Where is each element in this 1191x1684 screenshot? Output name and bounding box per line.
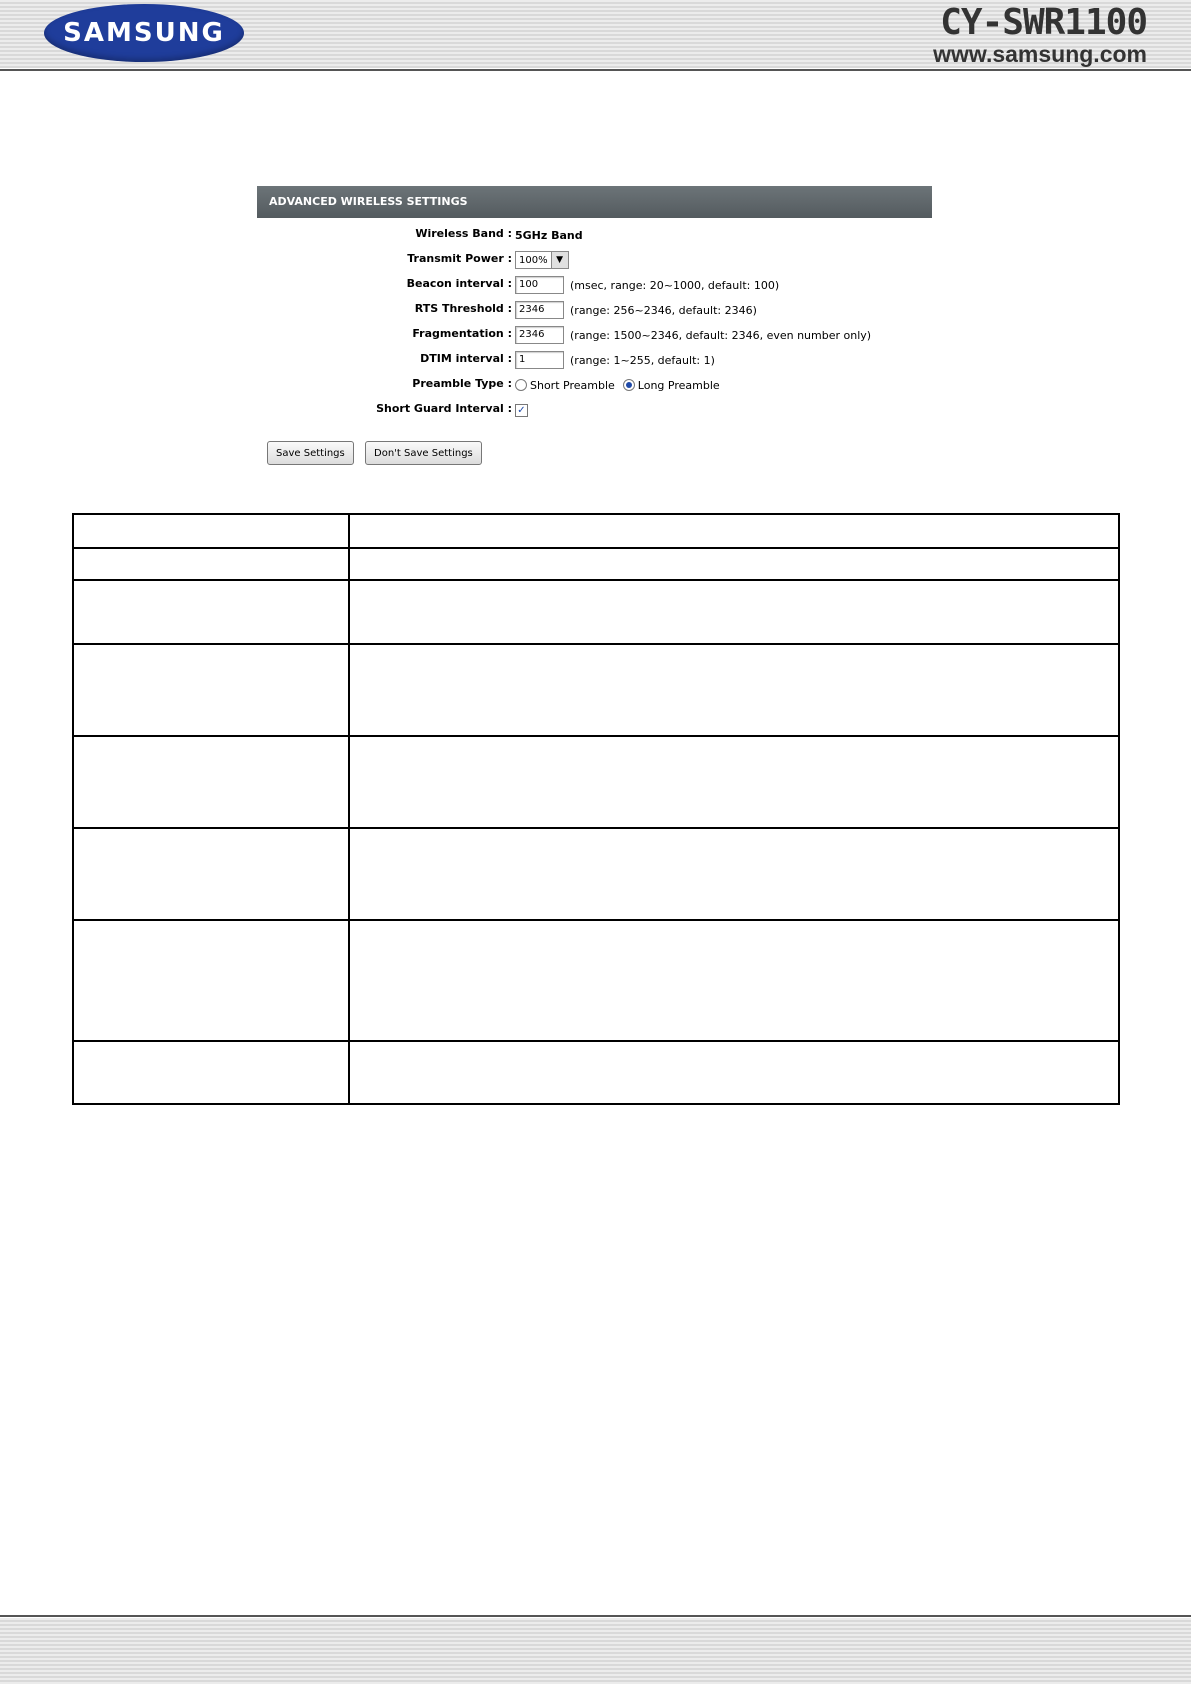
dtim-interval-hint: (range: 1~255, default: 1) <box>570 353 715 367</box>
long-preamble-label: Long Preamble <box>637 378 720 392</box>
description-table <box>72 513 1120 1105</box>
table-row <box>73 580 1119 644</box>
beacon-interval-hint: (msec, range: 20~1000, default: 100) <box>570 278 780 292</box>
short-preamble-radio[interactable] <box>515 379 527 391</box>
table-cell-name <box>73 644 349 736</box>
table-cell-desc <box>349 580 1119 644</box>
table-cell-desc <box>349 548 1119 580</box>
save-settings-button[interactable]: Save Settings <box>267 441 354 465</box>
dtim-interval-label: DTIM interval : <box>420 352 512 365</box>
dtim-interval-input[interactable]: 1 <box>515 351 564 369</box>
table-cell-desc <box>349 1041 1119 1104</box>
dtim-interval-value-wrap <box>515 349 715 371</box>
table-cell-desc <box>349 644 1119 736</box>
row-preamble-type <box>257 374 932 398</box>
beacon-interval-input[interactable]: 100 <box>515 276 564 294</box>
table-cell-name <box>73 580 349 644</box>
row-rts-threshold <box>257 299 932 323</box>
row-beacon-interval <box>257 274 932 298</box>
table-cell-desc <box>349 736 1119 828</box>
table-cell-name <box>73 920 349 1041</box>
fragmentation-input[interactable]: 2346 <box>515 326 564 344</box>
short-guard-interval-label: Short Guard Interval : <box>376 402 512 415</box>
wireless-band-value-wrap <box>515 224 583 246</box>
table-row <box>73 828 1119 920</box>
table-row <box>73 644 1119 736</box>
page-header <box>0 0 1191 68</box>
model-block <box>933 4 1147 66</box>
table-row <box>73 920 1119 1041</box>
transmit-power-value-wrap <box>515 249 569 271</box>
table-cell-name <box>73 548 349 580</box>
transmit-power-label: Transmit Power : <box>407 252 512 265</box>
header-divider <box>0 69 1191 71</box>
table-row <box>73 548 1119 580</box>
footer-divider <box>0 1615 1191 1617</box>
table-cell-desc <box>349 920 1119 1041</box>
table-cell-desc <box>349 514 1119 548</box>
preamble-type-value-wrap <box>507 374 720 396</box>
preamble-type-label: Preamble Type : <box>412 377 512 390</box>
table-cell-name <box>73 514 349 548</box>
table-row <box>73 514 1119 548</box>
fragmentation-hint: (range: 1500~2346, default: 2346, even number only) <box>570 328 872 342</box>
table-row <box>73 1041 1119 1104</box>
short-guard-interval-value-wrap <box>507 399 528 421</box>
website-url: www.samsung.com <box>933 41 1147 67</box>
samsung-logo <box>44 4 244 62</box>
advanced-wireless-settings-panel <box>257 186 932 466</box>
wireless-band-label: Wireless Band : <box>415 227 512 240</box>
chevron-down-icon[interactable]: ▼ <box>551 252 568 268</box>
fragmentation-label: Fragmentation : <box>412 327 512 340</box>
beacon-interval-label: Beacon interval : <box>406 277 512 290</box>
row-fragmentation <box>257 324 932 348</box>
beacon-interval-value-wrap <box>515 274 779 296</box>
table-row <box>73 736 1119 828</box>
row-transmit-power <box>257 249 932 273</box>
rts-threshold-label: RTS Threshold : <box>414 302 512 315</box>
table-cell-name <box>73 828 349 920</box>
transmit-power-selected: 100% <box>519 254 548 266</box>
rts-threshold-input[interactable]: 2346 <box>515 301 564 319</box>
row-wireless-band <box>257 224 932 248</box>
fragmentation-value-wrap <box>515 324 871 346</box>
table-cell-name <box>73 1041 349 1104</box>
short-guard-interval-checkbox[interactable]: ✓ <box>515 404 528 417</box>
transmit-power-select[interactable] <box>515 251 569 269</box>
brand-name: SAMSUNG <box>63 18 225 48</box>
model-name: CY-SWR1100 <box>940 2 1147 43</box>
short-preamble-label: Short Preamble <box>530 378 615 392</box>
page-footer <box>0 1618 1191 1684</box>
rts-threshold-hint: (range: 256~2346, default: 2346) <box>570 303 757 317</box>
table-cell-name <box>73 736 349 828</box>
dont-save-settings-button[interactable]: Don't Save Settings <box>365 441 482 465</box>
panel-title: ADVANCED WIRELESS SETTINGS <box>257 186 932 218</box>
wireless-band-value: 5GHz Band <box>515 228 583 242</box>
rts-threshold-value-wrap <box>515 299 757 321</box>
row-dtim-interval <box>257 349 932 373</box>
row-short-guard-interval <box>257 399 932 423</box>
long-preamble-radio[interactable] <box>623 379 635 391</box>
table-cell-desc <box>349 828 1119 920</box>
